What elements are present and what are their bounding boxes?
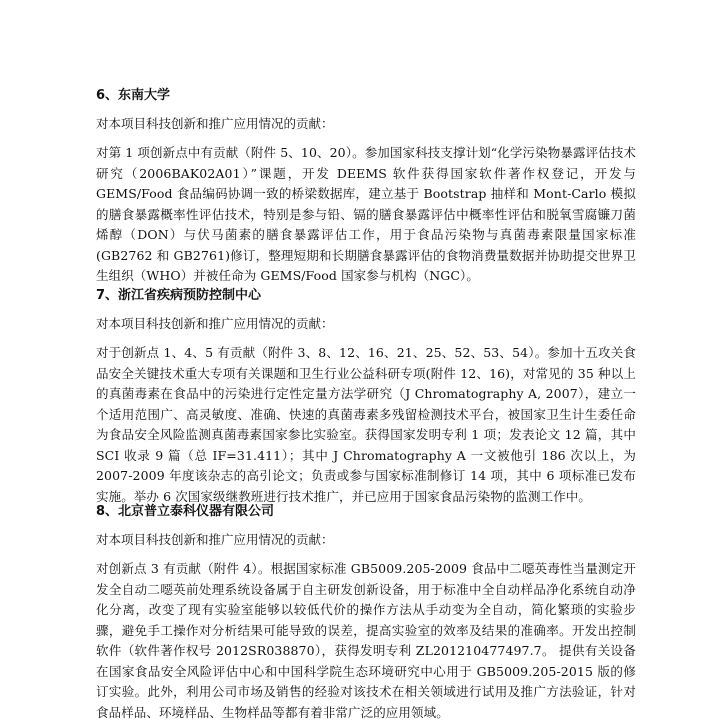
section-heading: 7、浙江省疾病预防控制中心 bbox=[96, 288, 262, 303]
section-heading: 6、东南大学 bbox=[96, 88, 171, 103]
section-subheading: 对本项目科技创新和推广应用情况的贡献： bbox=[96, 316, 334, 331]
section-body: 对于创新点 1、4、5 有贡献（附件 3、8、12、16、21、25、52、53、54）。参加十五攻关食品安全关键技术重大专项有关课题和卫生行业公益科研专项(附件 12、16)，对常见的 35 种以上的真菌毒素在食品中的污染进行定性定量方法学研究（J Chromatography A, 2007），建立一个适用范围广、高灵敏度、准确、快速的真菌毒素多残留检测技术平台，被国家卫生计生委任命为食品安全风险监测真菌毒素国家参比实验室。获得国家发明专利 1 项；发表论文 12 篇，其中 SCI 收录 9 篇（总 IF=31.411）；其中 J Chromatography A 一文被他引 186 次以上，为 2007-2009 年度该杂志的高引论文；负责或参与国家标准制修订 14 项，其中 6 项标准已发布实施。举办 6 次国家级继教班进行技术推广，并已应用于国家食品污染物的监测工作中。 bbox=[96, 345, 636, 504]
section-subheading: 对本项目科技创新和推广应用情况的贡献： bbox=[96, 532, 334, 547]
section-subheading: 对本项目科技创新和推广应用情况的贡献： bbox=[96, 116, 334, 131]
section-southeast-university bbox=[96, 86, 636, 287]
section-beijing-pulitai bbox=[96, 502, 636, 723]
section-body: 对第 1 项创新点中有贡献（附件 5、10、20）。参加国家科技支撑计划“化学污染物暴露评估技术研究（2006BAK02A01）”课题，开发 DEEMS 软件获得国家软件著作权登记，开发与 GEMS/Food 食品编码协调一致的桥梁数据库，建立基于 Bootstrap 抽样和 Mont-Carlo 模拟的膳食暴露概率性评估技术，特别是参与铅、镉的膳食暴露评估中概率性评估和脱氧雪腐镰刀菌烯醇（DON）与伏马菌素的膳食暴露评估工作，用于食品污染物与真菌毒素限量国家标准(GB2762 和 GB2761)修订，整理短期和长期膳食暴露评估的食物消费量数据并协助提交世界卫生组织（WHO）并被任命为 GEMS/Food 国家参与机构（NGC）。 bbox=[96, 145, 636, 283]
section-zhejiang-cdc bbox=[96, 286, 636, 507]
section-body: 对创新点 3 有贡献（附件 4）。根据国家标准 GB5009.205-2009 食品中二噁英毒性当量测定开发全自动二噁英前处理系统设备属于自主研发创新设备，用于标准中全自动样品净化系统自动净化分离，改变了现有实验室能够以较低代价的操作方法从手动变为全自动，简化繁琐的实验步骤，避免手工操作对分析结果可能导致的误差，提高实验室的效率及结果的准确率。开发出控制软件（软件著作权号 2012SR038870），获得发明专利 ZL201210477497.7。 提供有关设备在国家食品安全风险评估中心和中国科学院生态环境研究中心用于 GB5009.205-2015 版的修订实验。此外，利用公司市场及销售的经验对该技术在相关领域进行试用及推广方法验证，针对食品样品、环境样品、生物样品等都有着非常广泛的应用领域。 bbox=[96, 561, 636, 720]
section-heading: 8、北京普立泰科仪器有限公司 bbox=[96, 504, 275, 519]
